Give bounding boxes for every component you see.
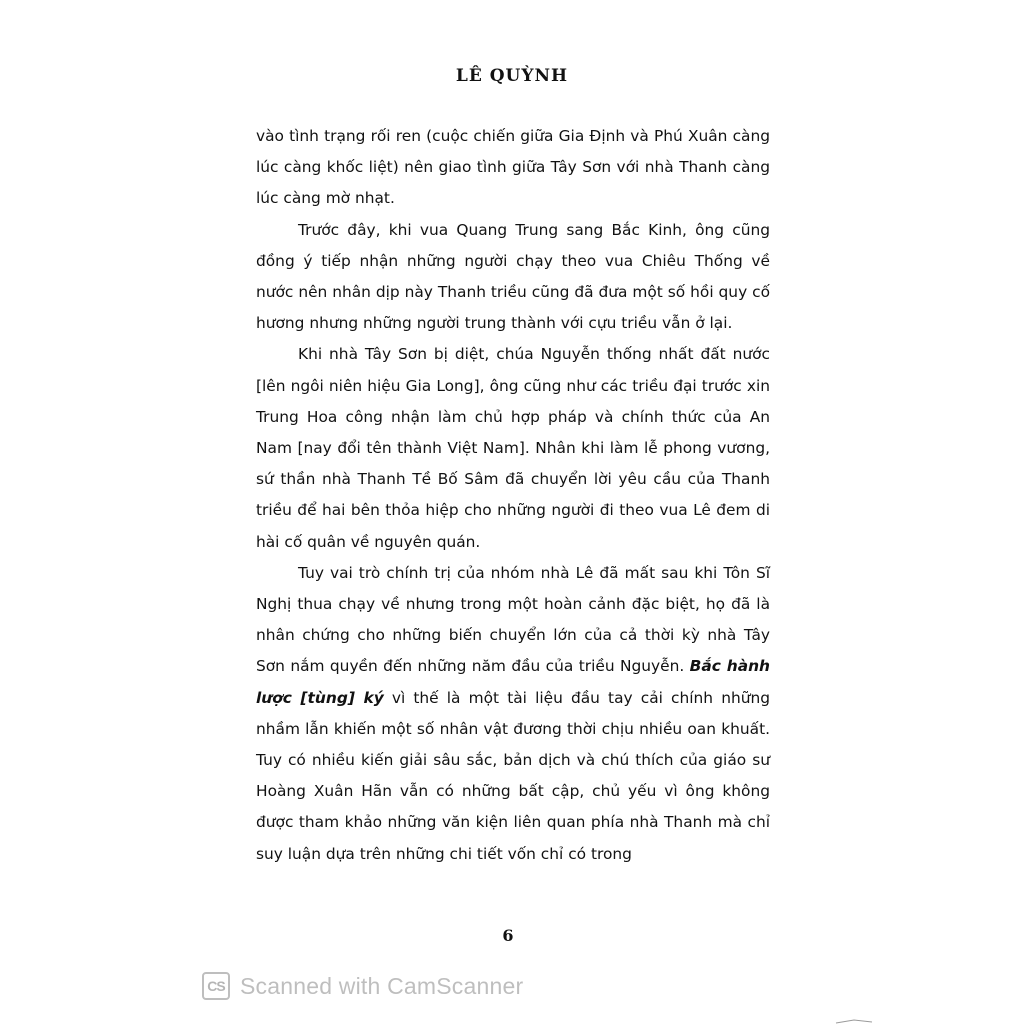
paragraph-4 xyxy=(256,558,770,870)
paragraph-2 xyxy=(256,215,770,340)
paragraph-2-text: Trước đây, khi vua Quang Trung sang Bắc Kinh, ông cũng đồng ý tiếp nhận những người chạy theo vua Chiêu Thống về nước nên nhân dịp này Thanh triều cũng đã đưa một số hồi quy cố hương nhưng những người trung thành với cựu triều vẫn ở lại. xyxy=(256,220,770,333)
camscanner-watermark xyxy=(202,968,523,1004)
body-text xyxy=(256,121,770,870)
paragraph-3 xyxy=(256,339,770,557)
paragraph-1 xyxy=(256,121,770,215)
paragraph-4-text-before: Tuy vai trò chính trị của nhóm nhà Lê đã mất sau khi Tôn Sĩ Nghị thua chạy về nhưng trong một hoàn cảnh đặc biệt, họ đã là nhân chứng cho những biến chuyển lớn của cả thời kỳ nhà Tây Sơn nắm quyền đến những năm đầu của triều Nguyễn. xyxy=(256,563,770,676)
paragraph-3-text: Khi nhà Tây Sơn bị diệt, chúa Nguyễn thống nhất đất nước [lên ngôi niên hiệu Gia Long], ông cũng như các triều đại trước xin Trung Hoa công nhận làm chủ hợp pháp và chính thức của An Nam [nay đổi tên thành Việt Nam]. Nhân khi làm lễ phong vương, sứ thần nhà Thanh Tề Bố Sâm đã chuyển lời yêu cầu của Thanh triều để hai bên thỏa hiệp cho những người đi theo vua Lê đem di hài cố quân về nguyên quán. xyxy=(256,345,770,551)
page-number: 6 xyxy=(502,926,514,945)
scan-edge-mark xyxy=(834,1018,874,1024)
book-title-emphasis: Bắc hành lược [tùng] ký xyxy=(256,657,771,707)
camscanner-logo-icon: CS xyxy=(202,972,230,1000)
paragraph-4-text-after: vì thế là một tài liệu đầu tay cải chính những nhầm lẫn khiến một số nhân vật đương thời chịu nhiều oan khuất. Tuy có nhiều kiến giải sâu sắc, bản dịch và chú thích của giáo sư Hoàng Xuân Hãn vẫn có những bất cập, chủ yếu vì ông không được tham khảo những văn kiện liên quan phía nhà Thanh mà chỉ suy luận dựa trên những chi tiết vốn chỉ có trong xyxy=(256,688,770,863)
watermark-text: Scanned with CamScanner xyxy=(240,972,524,999)
running-header: LÊ QUỲNH xyxy=(455,66,569,86)
paragraph-1-text: vào tình trạng rối ren (cuộc chiến giữa Gia Định và Phú Xuân càng lúc càng khốc liệt) nên giao tình giữa Tây Sơn với nhà Thanh càng lúc càng mờ nhạt. xyxy=(256,127,770,208)
